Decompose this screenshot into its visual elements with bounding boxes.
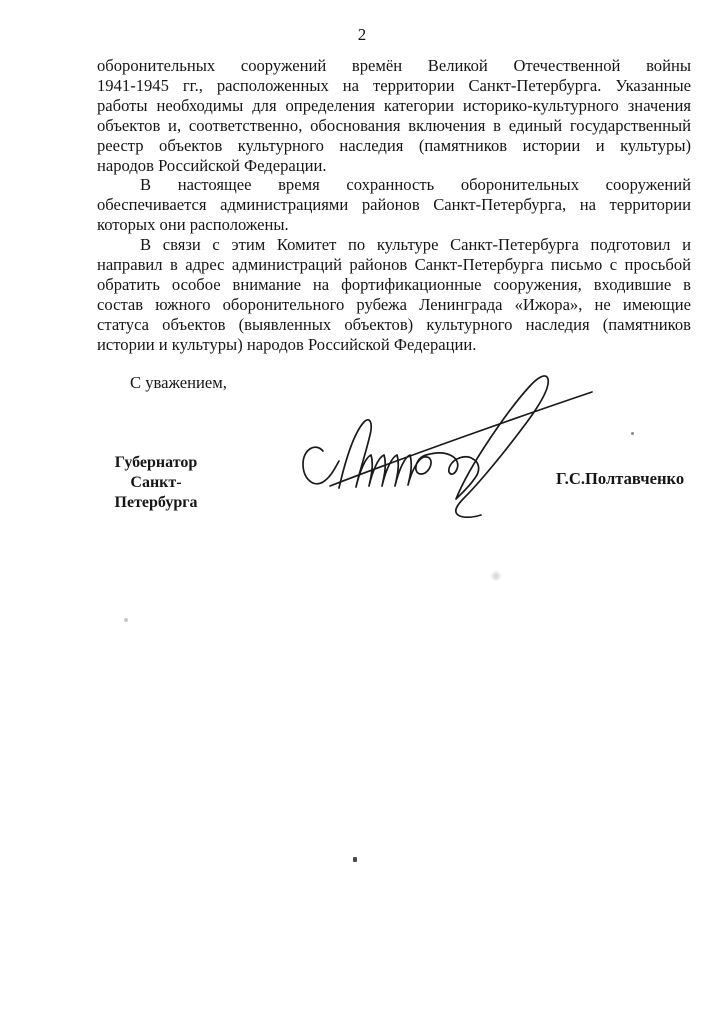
- letter-line: оборонительных сооружений времён Великой Отечественной войны: [97, 56, 691, 75]
- signature-stroke: [456, 376, 548, 517]
- letter-line: состав южного оборонительного рубежа Ленинграда «Ижора», не имеющие: [97, 294, 691, 314]
- scan-speck: [124, 618, 128, 622]
- letter-line: направил в адрес администраций районов Санкт-Петербурга письмо с просьбой: [97, 255, 691, 275]
- letter-line: истории и культуры) народов Российской Федерации.: [97, 334, 477, 354]
- letter-line: 1941-1945 гг., расположенных на территории Санкт-Петербурга. Указанные: [97, 75, 691, 95]
- signer-name: Г.С.Полтавченко: [556, 469, 685, 488]
- letter-line: реестр объектов культурного наследия (памятников истории и культуры): [97, 135, 691, 155]
- letter-line: В настоящее время сохранность оборонительных сооружений: [140, 175, 691, 195]
- scan-speck: [631, 432, 634, 435]
- letter-line: обратить особое внимание на фортификационные сооружения, входившие в: [97, 274, 691, 294]
- letter-line: работы необходимы для определения категории историко-культурного значения: [97, 95, 691, 115]
- closing-salutation: С уважением,: [130, 373, 227, 392]
- letter-line: которых они расположены.: [97, 215, 289, 235]
- scan-speck: [353, 857, 357, 862]
- signature-stroke: [303, 447, 339, 484]
- signer-title: [90, 453, 222, 513]
- letter-line: народов Российской Федерации.: [97, 155, 327, 175]
- letter-line: объектов и, соответственно, обоснования включения в единый государственный: [97, 115, 691, 135]
- letter-line: статуса объектов (выявленных объектов) культурного наследия (памятников: [97, 314, 691, 334]
- signer-title-line2: Санкт-Петербурга: [114, 474, 198, 511]
- letter-line: обеспечивается администрациями районов Санкт-Петербурга, на территории: [97, 195, 691, 215]
- scan-speck: [491, 571, 501, 581]
- letter-line: В связи с этим Комитет по культуре Санкт-Петербурга подготовил и: [140, 235, 691, 255]
- signature-stroke: [339, 420, 473, 488]
- signer-title-line1: Губернатор: [114, 454, 198, 471]
- letter-body: [97, 56, 691, 355]
- signature-image: [295, 360, 615, 518]
- page-number: 2: [357, 25, 368, 44]
